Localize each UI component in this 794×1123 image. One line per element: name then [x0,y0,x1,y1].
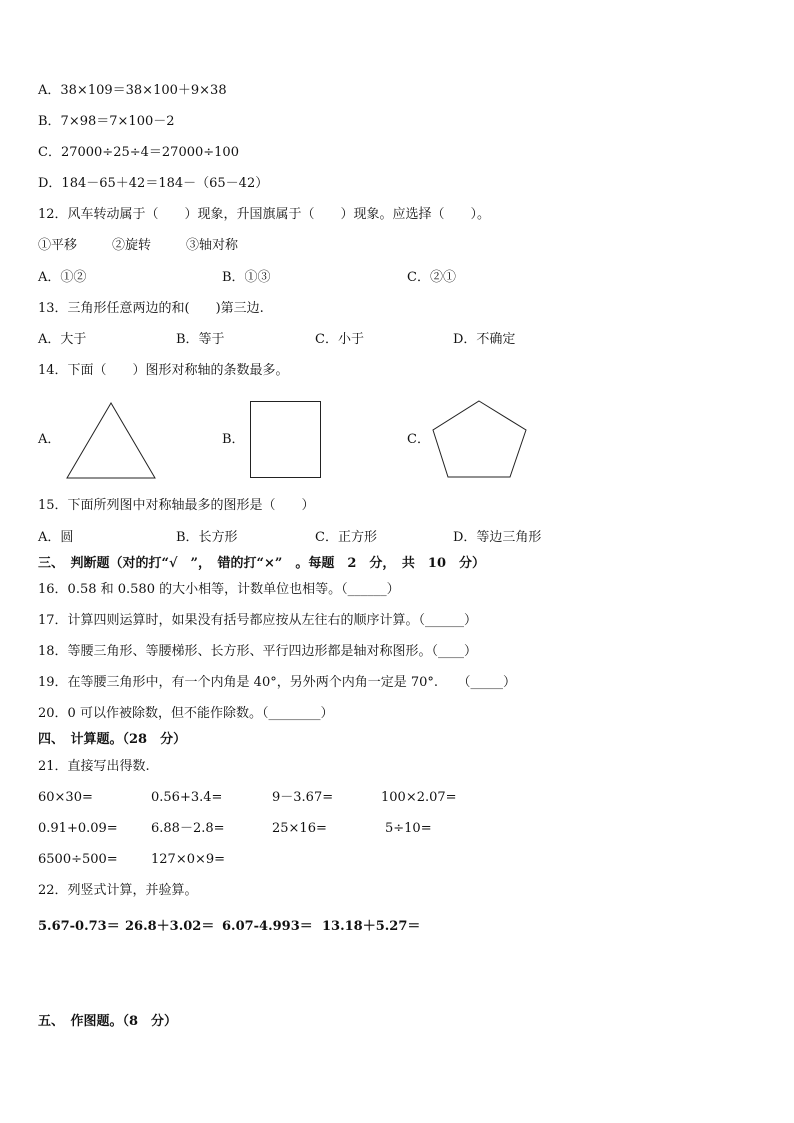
q22-item: 5.67-0.73＝ [38,919,120,934]
q21-item: 0.56+3.4= [151,790,223,805]
pentagon-shape [432,400,528,480]
q13-option-c: C．小于 [315,332,364,347]
triangle-shape [66,402,158,480]
q21-item: 6.88－2.8= [151,821,225,836]
q14-stem: 14．下面（ ）图形对称轴的条数最多。 [38,363,289,378]
q14-label-b: B． [222,432,245,447]
q15-option-c: C．正方形 [315,530,377,545]
q15-option-b: B．长方形 [176,530,238,545]
q22-item: 6.07-4.993＝ [222,919,313,934]
q14-label-a: A． [38,432,61,447]
q11-option-a: A．38×109＝38×100＋9×38 [38,83,227,98]
q12-item-2: ②旋转 [112,238,152,253]
q15-option-a: A．圆 [38,530,74,545]
q21-item: 127×0×9= [151,852,226,867]
q13-stem: 13．三角形任意两边的和( )第三边. [38,301,264,316]
q22-item: 26.8＋3.02＝ [125,919,215,934]
q13-option-b: B．等于 [176,332,225,347]
section-3-heading: 三、 判断题（对的打“√ ”， 错的打“×” 。每题 2 分， 共 10 分） [38,556,485,571]
judge-item-17: 17．计算四则运算时，如果没有括号都应按从左往右的顺序计算。（______） [38,613,478,628]
q21-item: 25×16= [272,821,327,836]
q21-item: 6500÷500= [38,852,118,867]
q12-option-a: A．①② [38,270,87,285]
square-shape [250,401,323,480]
q21-stem: 21．直接写出得数. [38,759,150,774]
q11-option-d: D．184－65＋42＝184－（65－42） [38,176,269,191]
judge-item-18: 18．等腰三角形、等腰梯形、长方形、平行四边形都是轴对称图形。（____） [38,644,478,659]
q11-option-b: B．7×98＝7×100－2 [38,114,175,129]
q15-option-d: D．等边三角形 [453,530,542,545]
q21-item: 5÷10= [385,821,432,836]
q12-option-c: C．②① [407,270,456,285]
q11-option-c: C．27000÷25÷4＝27000÷100 [38,145,239,160]
q12-stem: 12．风车转动属于（ ）现象，升国旗属于（ ）现象。应选择（ ）。 [38,207,491,222]
section-4-heading: 四、 计算题。（28 分） [38,732,187,747]
q21-item: 0.91+0.09= [38,821,118,836]
q21-item: 60×30= [38,790,93,805]
section-5-heading: 五、 作图题。（8 分） [38,1014,178,1029]
judge-item-19: 19．在等腰三角形中，有一个内角是 40°，另外两个内角一定是 70°. （_____） [38,675,517,690]
q13-option-d: D．不确定 [453,332,516,347]
q12-item-1: ①平移 [38,238,78,253]
judge-item-16: 16．0.58 和 0.580 的大小相等，计数单位也相等。（______） [38,582,400,597]
q22-stem: 22．列竖式计算，并验算。 [38,883,198,898]
q14-label-c: C． [407,432,430,447]
q22-item: 13.18＋5.27＝ [322,919,421,934]
q12-option-b: B．①③ [222,270,271,285]
q21-item: 100×2.07= [381,790,457,805]
q12-item-3: ③轴对称 [186,238,239,253]
q13-option-a: A．大于 [38,332,87,347]
judge-item-20: 20．0 可以作被除数，但不能作除数。（________） [38,706,334,721]
q21-item: 9－3.67= [272,790,334,805]
q15-stem: 15．下面所列图中对称轴最多的图形是（ ） [38,498,315,513]
